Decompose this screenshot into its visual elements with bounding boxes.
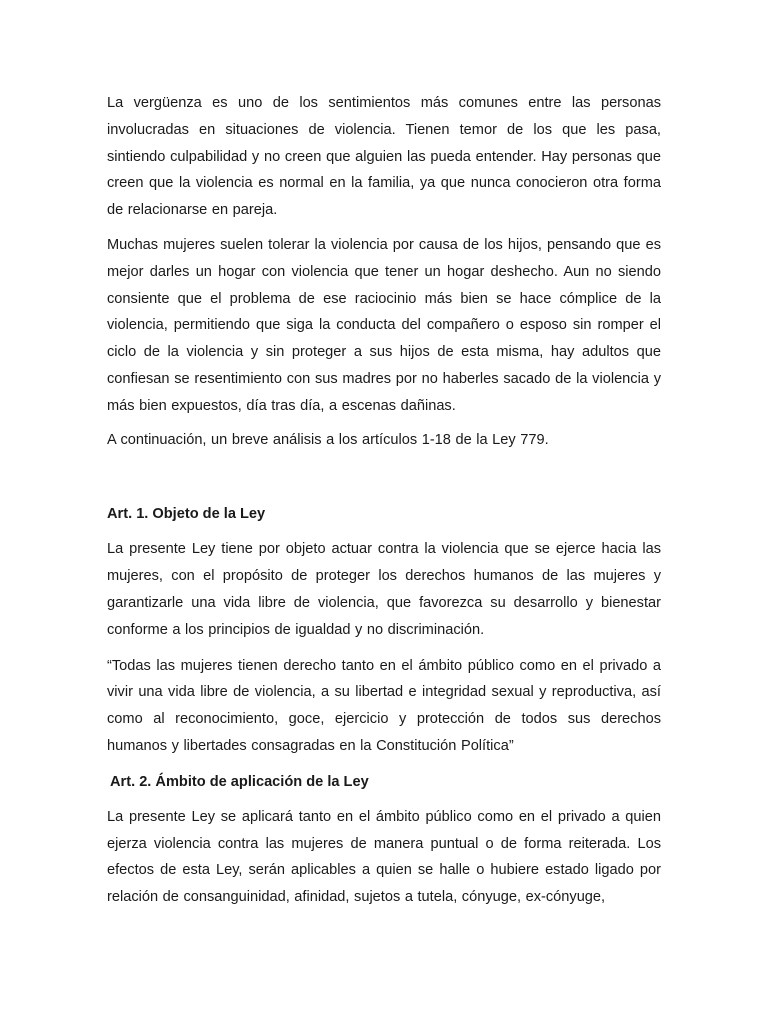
paragraph-art-1-quote: “Todas las mujeres tienen derecho tanto en el ámbito público como en el privado a vivir una vida libre de violencia, a su libertad e integridad sexual y reproductiva, así como al reconocimiento, goce, ejercicio y protección de todos sus derechos humanos y libertades consagradas en la Constitución Política” [107,657,661,754]
paragraph-intro-analysis: A continuación, un breve análisis a los artículos 1-18 de la Ley 779. [107,431,549,448]
paragraph-shame: La vergüenza es uno de los sentimientos más comunes entre las personas involucradas en situaciones de violencia. Tienen temor de los que les pasa, sintiendo culpabilidad y no creen que alguien las pueda entender. Hay personas que creen que la violencia es normal en la familia, ya que nunca conocieron otra forma de relacionarse en pareja. [107,95,661,219]
heading-art-2: Art. 2. Ámbito de aplicación de la Ley [110,773,369,790]
document-page [107,90,661,911]
paragraph-art-2-scope: La presente Ley se aplicará tanto en el ámbito público como en el privado a quien ejerza violencia contra las mujeres de manera puntual o de forma reiterada. Los efectos de esta Ley, serán aplicables a quien se halle o hubiere estado ligado por relación de consanguinidad, afinidad, sujetos a tutela, cónyuge, ex-cónyuge, [107,808,661,906]
heading-art-1: Art. 1. Objeto de la Ley [107,506,266,523]
paragraph-art-1-object: La presente Ley tiene por objeto actuar contra la violencia que se ejerce hacia las mujeres, con el propósito de proteger los derechos humanos de las mujeres y garantizarle una vida libre de violencia, que favorezca su desarrollo y bienestar conforme a los principios de igualdad y no discriminación. [107,541,661,638]
paragraph-tolerance: Muchas mujeres suelen tolerar la violencia por causa de los hijos, pensando que es mejor darles un hogar con violencia que tener un hogar deshecho. Aun no siendo consiente que el problema de ese raciocinio más bien se hace cómplice de la violencia, permitiendo que siga la conducta del compañero o esposo sin romper el ciclo de la violencia y sin proteger a sus hijos de esta misma, hay adultos que confiesan se resentimiento con sus madres por no haberles sacado de la violencia y más bien expuestos, día tras día, a escenas dañinas. [107,236,661,414]
